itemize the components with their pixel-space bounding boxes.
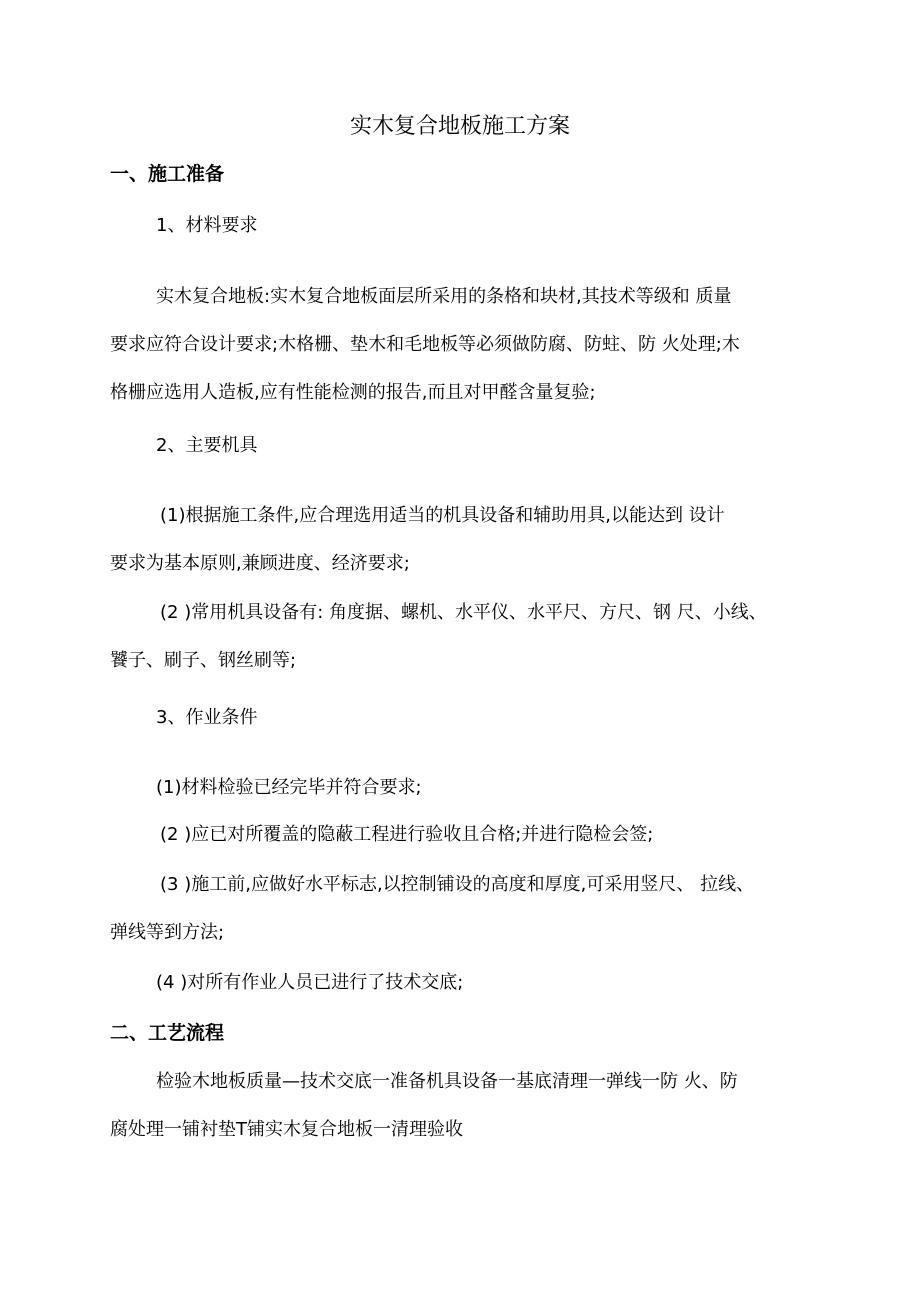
paragraph-line: 要求为基本原则,兼顾进度、经济要求; [110, 553, 410, 574]
paragraph-line: 弹线等到方法; [110, 922, 225, 943]
condition-item: (4 )对所有作业人员已进行了技术交底; [156, 972, 464, 993]
section-heading-preparation: 一、施工准备 [110, 163, 225, 185]
section-heading-process: 二、工艺流程 [110, 1022, 225, 1044]
subheading-tools: 2、主要机具 [156, 435, 258, 456]
paragraph-line: (3 )施工前,应做好水平标志,以控制铺设的高度和厚度,可采用竖尺、 拉线、 [160, 874, 755, 895]
paragraph-line: (2 )常用机具设备有: 角度据、螺机、水平仪、水平尺、方尺、钢 尺、小线、 [160, 602, 767, 623]
paragraph-process-flow [110, 1069, 810, 1143]
paragraph-line: 腐处理一铺衬垫T铺实木复合地板一清理验收 [110, 1119, 463, 1140]
paragraph-materials [110, 284, 810, 406]
paragraph-tools-2 [110, 600, 810, 674]
subheading-materials: 1、材料要求 [156, 215, 258, 236]
paragraph-tools-1 [110, 503, 810, 577]
document-title: 实木复合地板施工方案 [349, 114, 570, 139]
condition-item: (2 )应已对所覆盖的隐蔽工程进行验收且合格;并进行隐检会签; [160, 824, 654, 845]
paragraph-line: 要求应符合设计要求;木格栅、垫木和毛地板等必须做防腐、防蛀、防 火处理;木 [110, 334, 740, 355]
paragraph-line: 检验木地板质量—技术交底一准备机具设备一基底清理一弹线一防 火、防 [156, 1071, 738, 1092]
paragraph-line: 实木复合地板:实木复合地板面层所采用的条格和块材,其技术等级和 质量 [156, 286, 732, 307]
paragraph-line: 格栅应选用人造板,应有性能检测的报告,而且对甲醛含量复验; [110, 382, 596, 403]
condition-item: (1)材料检验已经完毕并符合要求; [156, 777, 422, 798]
paragraph-condition-3 [110, 872, 810, 946]
paragraph-line: (1)根据施工条件,应合理选用适当的机具设备和辅助用具,以能达到 设计 [160, 505, 725, 526]
subheading-conditions: 3、作业条件 [156, 707, 258, 728]
paragraph-line: 饕子、刷子、钢丝刷等; [110, 650, 297, 671]
